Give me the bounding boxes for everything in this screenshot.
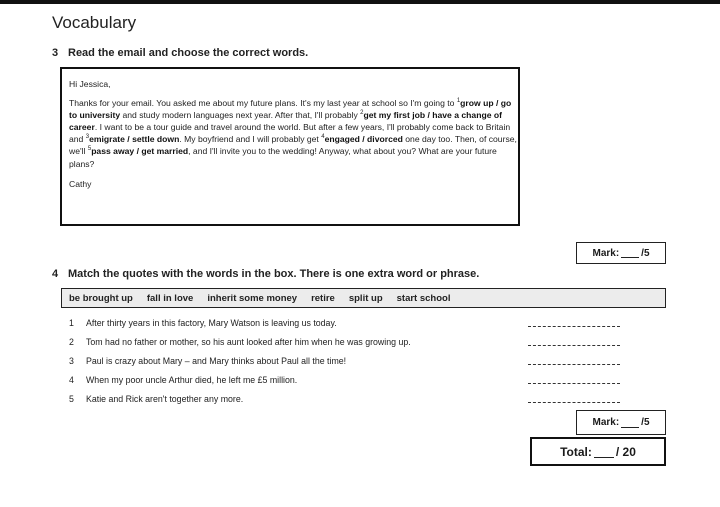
email-text: one day too. Then, of course, we'll — [69, 134, 517, 157]
answer-options[interactable]: grow up / go to university — [69, 98, 512, 121]
email-text: Thanks for your email. You asked me about my future plans. It's my last year at school so I'm going to — [69, 98, 457, 109]
answer-line[interactable] — [528, 364, 620, 365]
answer-options[interactable]: get my first job / have a change of career — [69, 110, 502, 133]
total-box — [530, 437, 666, 466]
quote-text: After thirty years in this factory, Mary Watson is leaving us today. — [86, 318, 337, 328]
exercise-4-instruction-text: Match the quotes with the words in the box. There is one extra word or phrase. — [68, 268, 480, 280]
exercise-3-instruction — [52, 47, 308, 59]
quote-number: 3 — [69, 356, 74, 366]
quote-item — [69, 375, 297, 385]
answer-options[interactable]: emigrate / settle down — [89, 134, 180, 145]
quote-number: 4 — [69, 375, 74, 385]
exercise-4-number: 4 — [52, 268, 59, 280]
gap-number: 1 — [456, 98, 461, 105]
exercise-3-number: 3 — [52, 47, 59, 59]
mark-label: Mark: — [592, 247, 620, 259]
word-item: be brought up — [69, 292, 133, 304]
quote-item — [69, 337, 411, 347]
quote-number: 2 — [69, 337, 74, 347]
answer-line[interactable] — [528, 383, 620, 384]
mark-blank[interactable] — [621, 418, 639, 428]
exercise-4-mark-box — [576, 410, 666, 435]
quote-text: Paul is crazy about Mary – and Mary thinks about Paul all the time! — [86, 356, 347, 366]
email-text: . I want to be a tour guide and travel around the world. But after a few years, I'll probably come back to Britain and — [69, 122, 511, 145]
answer-options[interactable]: engaged / divorced — [324, 134, 403, 145]
email-text: . My boyfriend and I will probably get — [179, 134, 322, 145]
quote-text: Katie and Rick aren't together any more. — [86, 394, 244, 404]
quote-number: 1 — [69, 318, 74, 328]
mark-blank[interactable] — [621, 248, 639, 258]
quote-item — [69, 394, 243, 404]
exercise-3-mark-box — [576, 242, 666, 264]
word-item: split up — [348, 292, 383, 304]
word-item: inherit some money — [207, 292, 298, 304]
answer-line[interactable] — [528, 402, 620, 403]
exercise-3-instruction-text: Read the email and choose the correct words. — [68, 47, 309, 59]
quote-text: When my poor uncle Arthur died, he left me £5 million. — [86, 375, 298, 385]
answer-line[interactable] — [528, 326, 620, 327]
answer-options[interactable]: pass away / get married — [91, 146, 189, 157]
quote-item — [69, 318, 337, 328]
quote-item — [69, 356, 346, 366]
mark-total: /5 — [641, 247, 650, 259]
answer-line[interactable] — [528, 345, 620, 346]
mark-total: /5 — [641, 417, 650, 428]
word-item: start school — [396, 292, 451, 304]
exercise-4-instruction — [52, 268, 479, 280]
quote-text: Tom had no father or mother, so his aunt looked after him when he was growing up. — [86, 337, 411, 347]
word-box — [61, 288, 666, 308]
total-blank[interactable] — [594, 446, 614, 458]
email-body — [69, 97, 521, 170]
word-item: retire — [311, 292, 335, 304]
gap-number: 4 — [321, 134, 325, 141]
email-text: , and I'll invite you to the wedding! Anyway, what about you? What are your future plans? — [69, 146, 497, 169]
word-item: fall in love — [146, 292, 194, 304]
email-text: and study modern languages next year. After that, I'll probably — [120, 110, 361, 121]
quote-number: 5 — [69, 394, 74, 404]
email-box — [60, 67, 520, 226]
gap-number: 3 — [85, 134, 90, 141]
email-greeting: Hi Jessica, — [69, 79, 111, 89]
top-border — [0, 0, 720, 4]
gap-number: 5 — [87, 146, 92, 153]
total-out-of: / 20 — [615, 444, 636, 459]
total-label: Total: — [560, 444, 592, 459]
mark-label: Mark: — [592, 417, 620, 428]
page-title: Vocabulary — [52, 13, 137, 32]
email-signature: Cathy — [69, 178, 92, 189]
gap-number: 2 — [360, 110, 364, 117]
